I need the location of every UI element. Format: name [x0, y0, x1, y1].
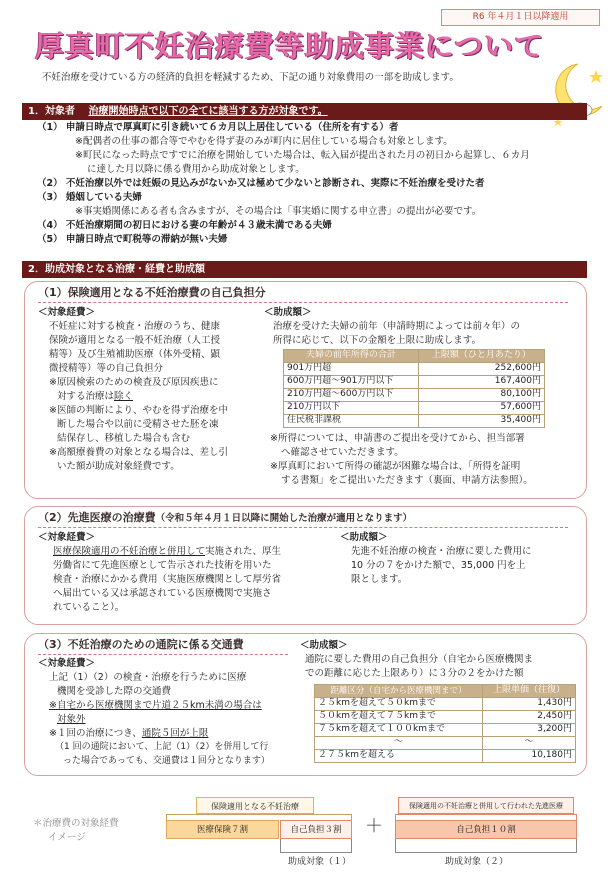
- plus-sign: ＋: [365, 816, 383, 837]
- target-bracket: [280, 839, 281, 853]
- table-header-row: [284, 350, 545, 363]
- subsidy-target-2: 助成対象（２）: [445, 857, 509, 867]
- table-cell: 252,600円: [418, 363, 544, 376]
- table-cell: 600万円超～901万円以下: [284, 376, 419, 389]
- advanced-treatment-label: 保険適用の不妊治療と併用して行われた先進医療: [398, 797, 574, 814]
- column-header: 上限額（ひと月あたり）: [418, 350, 544, 363]
- bracket-line: [395, 814, 577, 815]
- box1-note: する書類」をご提出いただきます（裏面、申請方法参照）。: [281, 475, 533, 486]
- box1-left-line: 結保存し、移植した場合も含む: [57, 433, 191, 444]
- intro-text: 不妊治療を受けている方の経済的負担を軽減するため、下記の通り対象費用の一部を助成します。: [42, 72, 459, 83]
- requirement-4: （4） 不妊治療期間の初日における妻の年齢が４３歳未満である夫婦: [37, 220, 332, 231]
- table-cell: ２５kmを超えて５０kmまで: [315, 698, 483, 711]
- box1-left-label: ＜対象経費＞: [38, 307, 96, 318]
- target-bracket: [576, 839, 577, 853]
- box2-right-line: 10 分の７をかけた額で、35,000 円を上: [351, 560, 526, 571]
- requirement-2: （2） 不妊治療以外では妊娠の見込みがないか又は極めて少ないと診断され、実際に不妊治療を受けた者: [37, 178, 485, 189]
- table-row: [284, 376, 545, 389]
- bracket-line: [166, 814, 352, 815]
- distance-limit-table: [314, 684, 576, 763]
- box1-note: へ確認させていただきます。: [281, 447, 404, 458]
- box1-left-line: 断した場合や以前に受精させた胚を凍: [57, 419, 219, 430]
- insured-treatment-label: 保険適用となる不妊治療: [196, 797, 314, 814]
- target-bracket: [395, 839, 396, 853]
- box1-right-line: 治療を受けた夫婦の前年（申請時期によっては前々年）の: [273, 321, 521, 332]
- box2-left-line: 医療保険適用の不妊治療と併用して実施された、厚生: [53, 546, 282, 557]
- table-cell: ～: [315, 737, 483, 750]
- column-header: 距離区分（自宅から医療機関まで）: [315, 685, 483, 698]
- box3-left-line: ※自宅から医療機関まで片道２５km未満の場合は: [49, 700, 262, 711]
- target-bracket: [280, 852, 352, 853]
- table-cell: 1,430円: [483, 698, 576, 711]
- table-row: [284, 415, 545, 428]
- table-row: [315, 698, 576, 711]
- divider: [38, 527, 568, 528]
- box1-right-line: 所得に応じて、以下の金額を上限に助成します。: [273, 335, 482, 346]
- box1-left-line: ※原因検索のための検査及び原因疾患に: [49, 377, 219, 388]
- box3-right-line: 通院に要した費用の自己負担分（自宅から医療機関ま: [305, 654, 534, 665]
- box3-left-line: ※１回の治療につき、通院５回が上限: [49, 728, 209, 739]
- requirement-3: （3） 婚姻している夫婦: [37, 192, 142, 203]
- table-cell: 80,100円: [418, 389, 544, 402]
- box2-left-line: 労働省にて先進医療として告示された技術を用いた: [53, 560, 272, 571]
- requirement-5: （5） 申請日時点で町税等の滞納が無い夫婦: [37, 234, 228, 245]
- table-cell: 住民税非課税: [284, 415, 419, 428]
- table-cell: ５０kmを超えて７５kmまで: [315, 711, 483, 724]
- box2-left-label: ＜対象経費＞: [38, 532, 96, 543]
- table-row: [284, 402, 545, 415]
- page-title: 厚真町不妊治療費等助成事業について: [35, 29, 545, 63]
- box2-left-line: れていること）。: [53, 602, 125, 613]
- target-bracket: [351, 839, 352, 853]
- table-row: [315, 750, 576, 763]
- requirement-note: ※町民になった時点ですでに治療を開始していた場合は、転入届が提出された月の初日から起算し、６カ月: [75, 150, 530, 161]
- column-header: 上限単価（往復）: [483, 685, 576, 698]
- self-pay-100-block: 自己負担１０割: [395, 820, 577, 839]
- table-cell: 210万円以下: [284, 402, 419, 415]
- table-cell: 3,200円: [483, 724, 576, 737]
- table-cell: ２７５kmを超える: [315, 750, 483, 763]
- box1-left-line: 保険が適用となる一般不妊治療（人工授: [49, 335, 221, 346]
- box3-left-line: 対象外: [57, 714, 86, 725]
- box3-left-line: （1 回の通院において、上記（1）（2）を併用して行: [55, 742, 269, 752]
- box2-left-line: 検査・治療にかかる費用（実施医療機関として厚労省: [53, 574, 282, 585]
- effective-date-badge: R6 年４月１日以降適用: [441, 9, 600, 26]
- requirement-1: （1） 申請日時点で厚真町に引き続いて６カ月以上居住している（住所を有する）者: [37, 122, 399, 133]
- table-cell: 2,450円: [483, 711, 576, 724]
- box1-note: ※所得については、申請書のご提出を受けてから、担当部署: [270, 433, 525, 444]
- self-pay-30-block: 自己負担３割: [280, 820, 352, 839]
- section2-heading: 2．助成対象となる治療・経費と助成額: [22, 261, 587, 278]
- table-cell: 35,400円: [418, 415, 544, 428]
- diagram-caption: イメージ: [48, 832, 86, 843]
- box2-left-line: へ届出ている又は承認されている医療機関で実施さ: [53, 588, 272, 599]
- box3-left-line: 上記（1）（2）の検査・治療を行うために医療: [49, 672, 247, 683]
- table-cell: ～: [483, 737, 576, 750]
- table-row: [315, 737, 576, 750]
- box3-left-line: った場合であっても、交通費は１回分となります）: [63, 756, 270, 766]
- table-header-row: [315, 685, 576, 698]
- requirement-note: ※事実婚関係にある者も含みますが、その場合は「事実婚に関する申立書」の提出が必要です。: [75, 206, 482, 217]
- box1-left-line: ※高額療養費の対象となる場合は、差し引: [49, 447, 228, 458]
- table-row: [315, 711, 576, 724]
- box2-title: （2）先進医療の治療費（令和５年４月１日以降に開始した治療が適用となります）: [38, 511, 413, 524]
- box1-note: ※厚真町において所得の確認が困難な場合は、「所得を証明: [270, 461, 521, 472]
- box1-left-line: 対する治療は除く: [57, 391, 134, 402]
- diagram-caption: ＊治療費の対象経費: [33, 818, 119, 829]
- box3-left-line: 機関を受診した際の交通費: [57, 686, 172, 697]
- box3-left-label: ＜対象経費＞: [38, 658, 96, 669]
- box1-left-line: いた額が助成対象経費です。: [57, 461, 180, 472]
- divider: [38, 302, 568, 303]
- subsidy-target-1: 助成対象（１）: [288, 857, 352, 867]
- box1-left-line: 微授精等）等の自己負担分: [49, 363, 164, 374]
- requirement-note: ※配偶者の仕事の都合等でやむを得ず妻のみが町内に居住している場合も対象とします。: [75, 136, 453, 147]
- box3-title: （3）不妊治療のための通院に係る交通費: [38, 638, 244, 651]
- box3-right-line: での距離に応じた上限あり）に３分の２をかけた額: [305, 668, 524, 679]
- target-bracket: [395, 852, 577, 853]
- table-row: [315, 724, 576, 737]
- box3-right-label: ＜助成額＞: [300, 640, 348, 651]
- section1-heading: 1．対象者 治療開始時点で以下の全てに該当する方が対象です。: [22, 103, 587, 120]
- income-limit-table: [283, 349, 545, 428]
- box2-right-line: 先進不妊治療の検査・治療に要した費用に: [351, 546, 532, 557]
- box1-left-line: 精等）及び生殖補助医療（体外受精、顕: [49, 349, 221, 360]
- box1-title: （1）保険適用となる不妊治療費の自己負担分: [38, 286, 266, 299]
- box2-right-line: 限とします。: [351, 574, 408, 585]
- table-cell: ７５kmを超えて１００kmまで: [315, 724, 483, 737]
- box1-left-line: 不妊症に対する検査・治療のうち、健康: [49, 321, 221, 332]
- table-cell: 210万円超～600万円以下: [284, 389, 419, 402]
- table-cell: 10,180円: [483, 750, 576, 763]
- table-cell: 901万円超: [284, 363, 419, 376]
- table-row: [284, 363, 545, 376]
- table-cell: 167,400円: [418, 376, 544, 389]
- table-cell: 57,600円: [418, 402, 544, 415]
- table-row: [284, 389, 545, 402]
- divider: [38, 654, 288, 655]
- box1-right-label: ＜助成額＞: [264, 307, 312, 318]
- requirement-note: に達した月以降に係る費用から助成対象とします。: [87, 164, 305, 175]
- column-header: 夫婦の前年所得の合計: [284, 350, 419, 363]
- box1-left-line: ※医師の判断により、やむを得ず治療を中: [49, 405, 228, 416]
- insurance-share-block: 医療保険７割: [166, 820, 279, 839]
- box2-right-label: ＜助成額＞: [340, 532, 388, 543]
